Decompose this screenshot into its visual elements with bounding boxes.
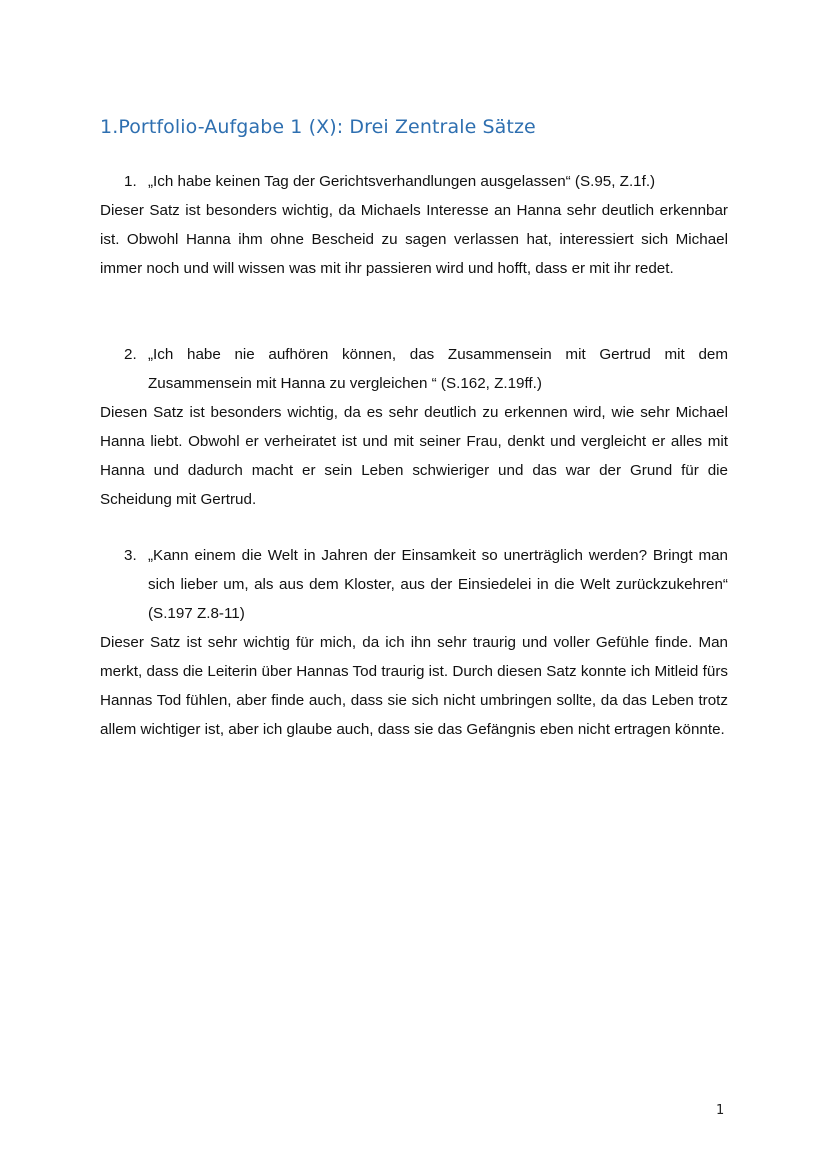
- section-3: [100, 541, 728, 744]
- list-item-quote: [100, 167, 728, 196]
- page-number: 1: [716, 1103, 725, 1118]
- page-title: 1.Portfolio-Aufgabe 1 (X): Drei Zentrale Sätze: [100, 116, 536, 138]
- quote-text: „Ich habe nie aufhören können, das Zusammensein mit Gertrud mit dem Zusammensein mit Hanna zu vergleichen “ (S.162, Z.19ff.): [148, 346, 728, 392]
- section-1: [100, 167, 728, 283]
- list-number: 2.: [124, 346, 137, 363]
- comment-paragraph: Dieser Satz ist sehr wichtig für mich, da ich ihn sehr traurig und voller Gefühle finde. Man merkt, dass die Leiterin über Hannas Tod traurig ist. Durch diesen Satz konnte ich Mitleid fürs Hannas Tod fühlen, aber finde auch, dass sie sich nicht umbringen sollte, da das Leben trotz allem wichtiger ist, aber ich glaube auch, dass sie das Gefängnis eben nicht ertragen könnte.: [100, 634, 728, 738]
- comment-paragraph: Diesen Satz ist besonders wichtig, da es sehr deutlich zu erkennen wird, wie sehr Michael Hanna liebt. Obwohl er verheiratet ist und mit seiner Frau, denkt und vergleicht er alles mit Hanna und dadurch macht er sein Leben schwieriger und das war der Grund für die Scheidung mit Gertrud.: [100, 404, 728, 508]
- list-number: 3.: [124, 547, 137, 564]
- quote-text: „Kann einem die Welt in Jahren der Einsamkeit so unerträglich werden? Bringt man sich lieber um, als aus dem Kloster, aus der Einsiedelei in die Welt zurückzukehren“ (S.197 Z.8-11): [148, 547, 728, 622]
- quote-text: „Ich habe keinen Tag der Gerichtsverhandlungen ausgelassen“ (S.95, Z.1f.): [148, 173, 656, 190]
- list-item-quote: [100, 541, 728, 628]
- list-item-quote: [100, 340, 728, 398]
- section-2: [100, 340, 728, 514]
- list-number: 1.: [124, 173, 137, 190]
- comment-paragraph: Dieser Satz ist besonders wichtig, da Michaels Interesse an Hanna sehr deutlich erkennbar ist. Obwohl Hanna ihm ohne Bescheid zu sagen verlassen hat, interessiert sich Michael immer noch und will wissen was mit ihr passieren wird und hofft, dass er mit ihr redet.: [100, 202, 728, 277]
